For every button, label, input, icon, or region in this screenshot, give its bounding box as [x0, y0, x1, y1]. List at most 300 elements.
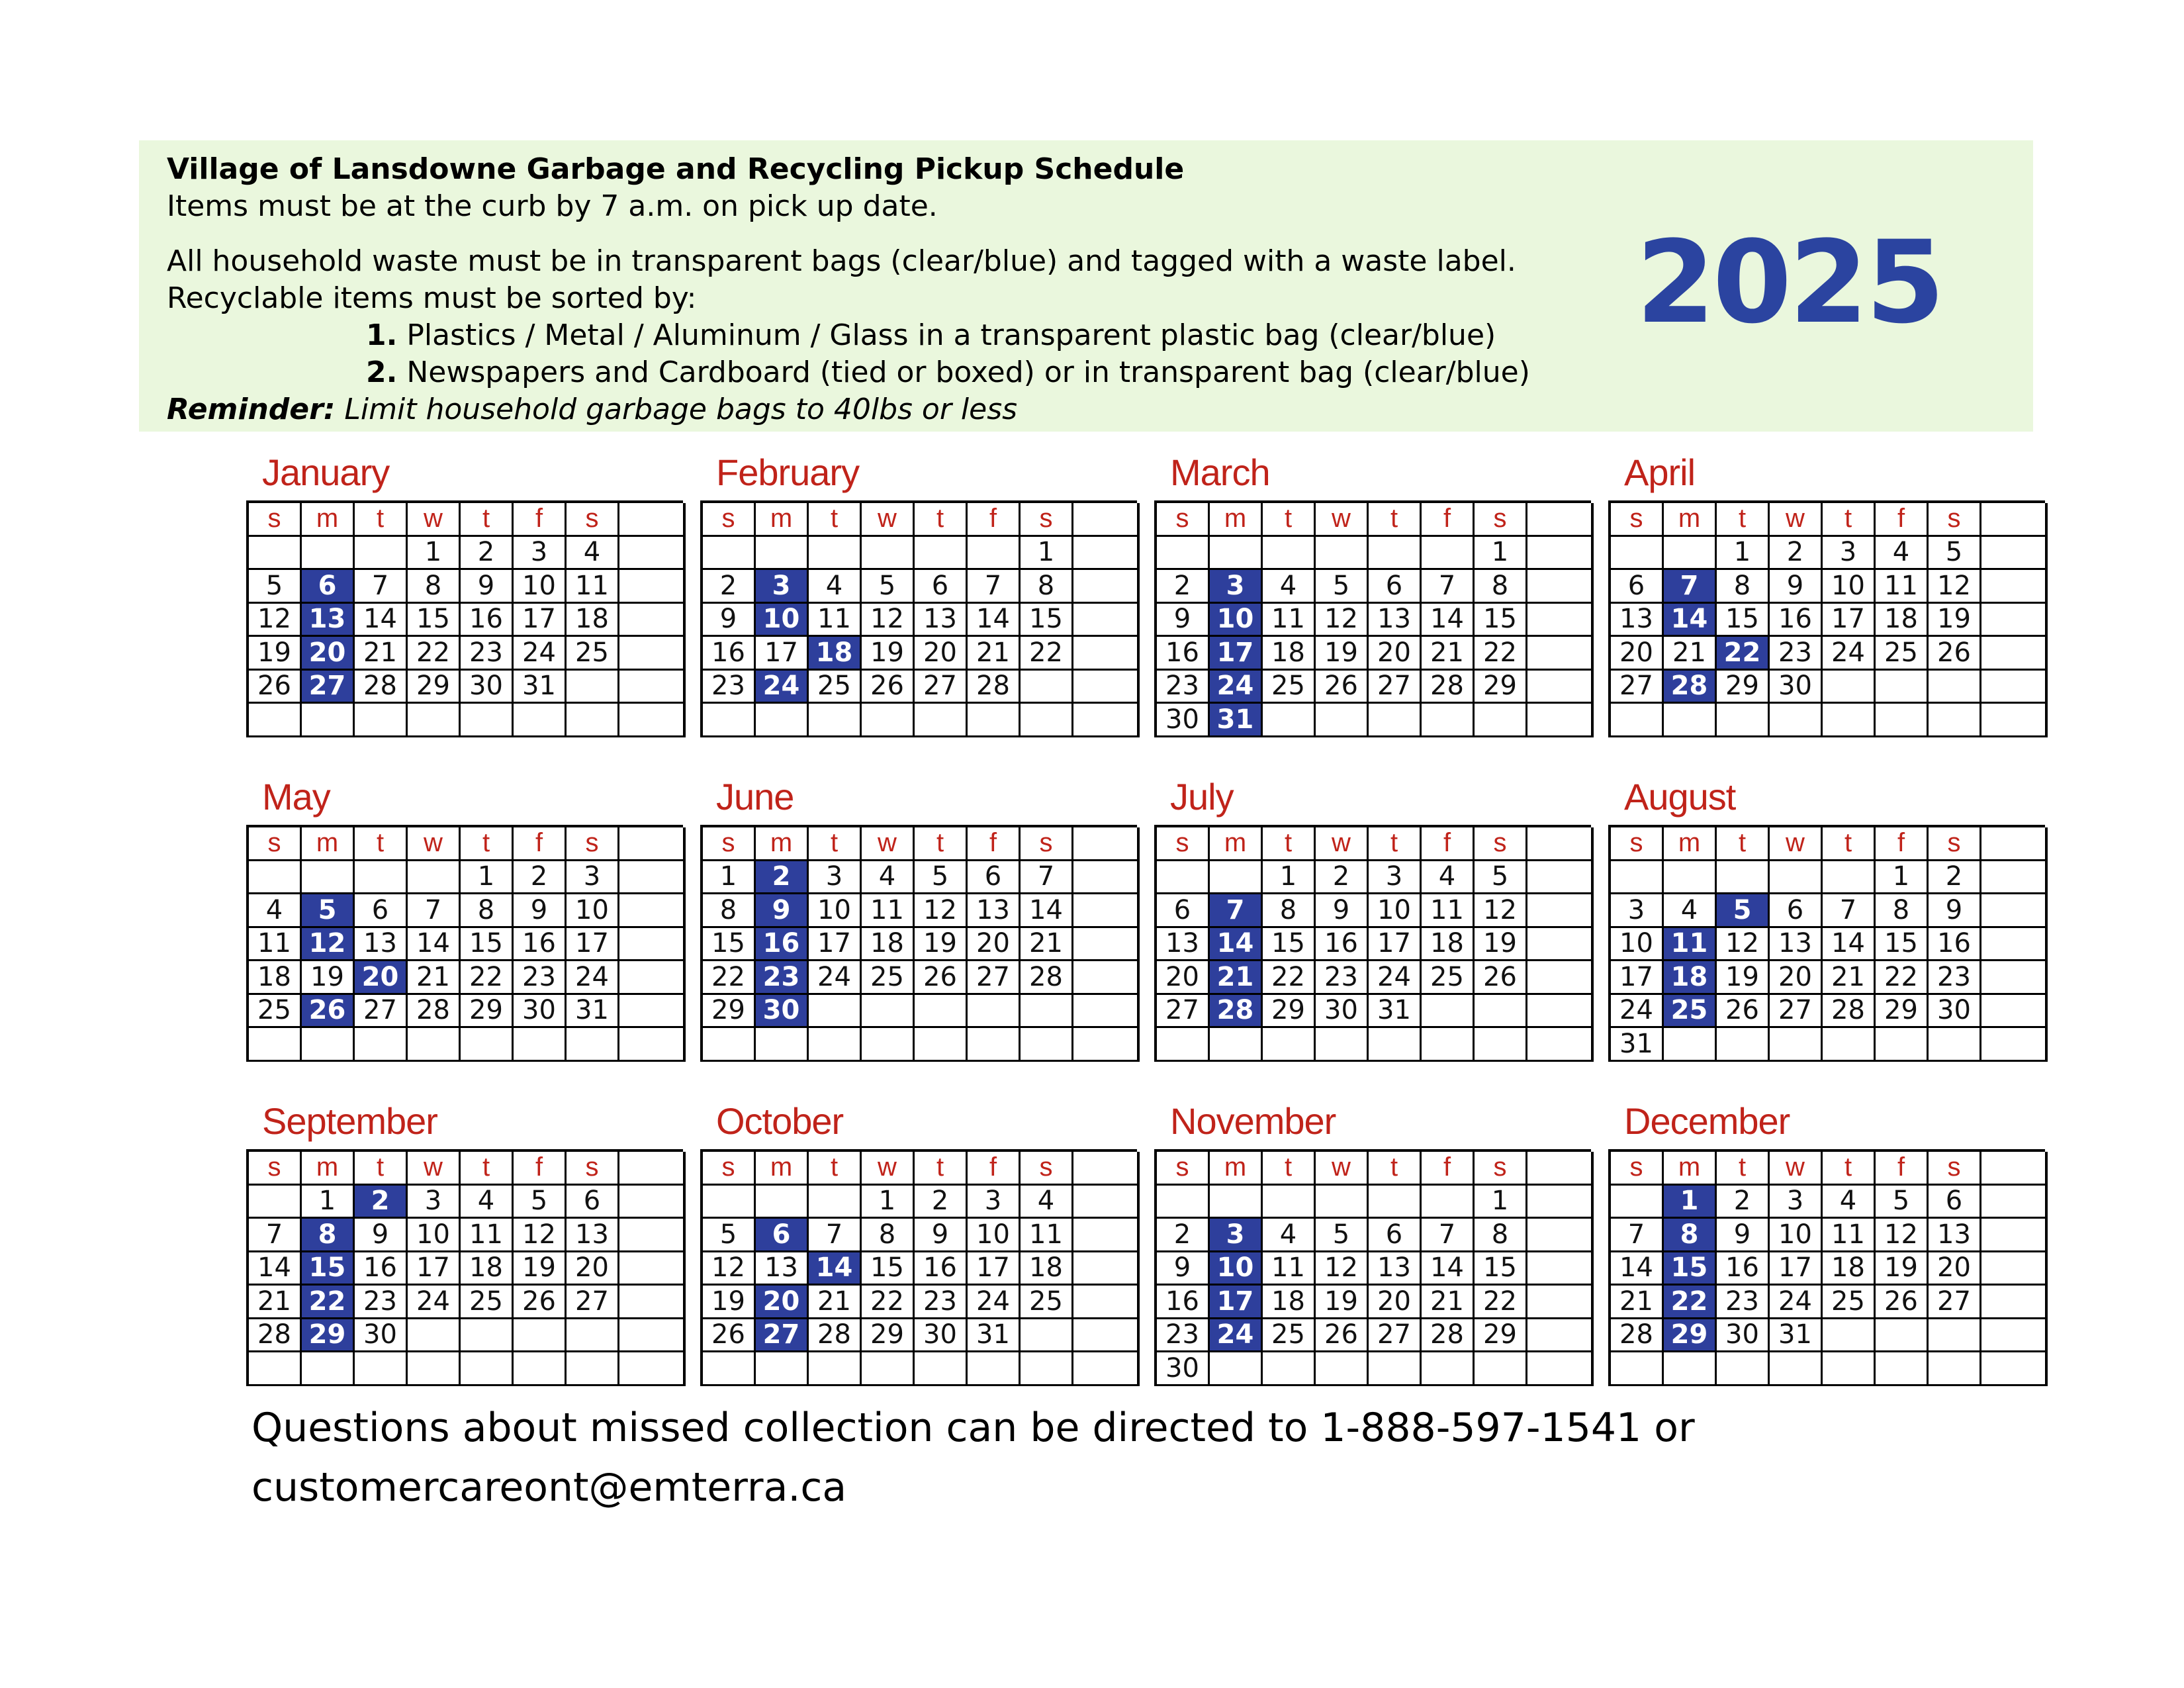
spacer-cell [1981, 1252, 2048, 1286]
day-cell: 20 [915, 637, 968, 671]
weekday-header: s [1157, 827, 1210, 861]
day-cell: 10 [514, 570, 567, 604]
month-name: December [1624, 1100, 1790, 1142]
day-cell: 2 [514, 861, 567, 895]
month-name: October [716, 1100, 844, 1142]
spacer-cell [1981, 1186, 2048, 1219]
day-cell: 17 [567, 928, 619, 962]
weekday-header: t [1823, 1152, 1876, 1186]
day-cell: 27 [1929, 1286, 1981, 1319]
footer-email: customercareont@emterra.ca [251, 1464, 847, 1511]
day-cell: 4 [862, 861, 915, 895]
spacer-cell [619, 827, 686, 861]
day-cell: 9 [1717, 1219, 1770, 1252]
spacer-cell [1527, 1219, 1594, 1252]
day-cell: 27 [567, 1286, 619, 1319]
weekday-header: w [408, 827, 461, 861]
weekday-header: s [1475, 503, 1527, 537]
spacer-cell [1073, 604, 1140, 637]
day-cell: 29 [1876, 995, 1929, 1029]
day-cell: 2 [461, 537, 514, 571]
day-cell: 18 [1823, 1252, 1876, 1286]
day-cell: 14 [1611, 1252, 1664, 1286]
day-cell: 30 [461, 671, 514, 704]
spacer-cell [1527, 671, 1594, 704]
day-cell: 9 [514, 894, 567, 928]
day-cell: 22 [1263, 961, 1316, 995]
day-cell: 13 [968, 894, 1021, 928]
empty-cell [1263, 1186, 1316, 1219]
weekday-header: f [968, 1152, 1021, 1186]
spacer-cell [619, 604, 686, 637]
weekday-header: t [1369, 827, 1422, 861]
empty-cell [1717, 861, 1770, 895]
spacer-cell [1073, 1286, 1140, 1319]
day-cell: 10 [968, 1219, 1021, 1252]
day-cell: 13 [1611, 604, 1664, 637]
day-cell: 3 [809, 861, 862, 895]
day-cell: 30 [1157, 1352, 1210, 1386]
empty-cell [1422, 704, 1475, 737]
day-cell: 12 [915, 894, 968, 928]
weekday-header: f [514, 1152, 567, 1186]
spacer-cell [1527, 537, 1594, 571]
day-cell: 16 [1157, 637, 1210, 671]
weekday-header: s [1021, 503, 1073, 537]
spacer-cell [1527, 894, 1594, 928]
empty-cell [1210, 1028, 1263, 1062]
weekday-header: s [249, 827, 302, 861]
weekday-header: f [968, 503, 1021, 537]
spacer-cell [1527, 1186, 1594, 1219]
day-cell: 29 [408, 671, 461, 704]
spacer-cell [1073, 995, 1140, 1029]
weekday-header: s [249, 1152, 302, 1186]
weekday-header: t [1369, 1152, 1422, 1186]
month-table [1154, 825, 1591, 1062]
month-june [700, 773, 1137, 1062]
empty-cell [302, 1352, 355, 1386]
empty-cell [1210, 861, 1263, 895]
spacer-cell [1981, 1286, 2048, 1319]
empty-cell [1021, 995, 1073, 1029]
day-cell: 26 [915, 961, 968, 995]
day-cell: 10 [1369, 894, 1422, 928]
empty-cell [1210, 1186, 1263, 1219]
pickup-day-cell: 23 [756, 961, 809, 995]
month-table [1608, 825, 2045, 1062]
pickup-day-cell: 10 [1210, 1252, 1263, 1286]
weekday-header: s [703, 1152, 756, 1186]
weekday-header: w [862, 827, 915, 861]
month-name: September [262, 1100, 437, 1142]
spacer-cell [1981, 1028, 2048, 1062]
empty-cell [1475, 1028, 1527, 1062]
month-september [246, 1098, 683, 1386]
empty-cell [1823, 671, 1876, 704]
empty-cell [1611, 537, 1664, 571]
empty-cell [1929, 1352, 1981, 1386]
bags-note: All household waste must be in transparent bags (clear/blue) and tagged with a waste label. [167, 244, 1516, 278]
month-february [700, 449, 1137, 737]
empty-cell [1717, 1028, 1770, 1062]
pickup-day-cell: 1 [1664, 1186, 1717, 1219]
weekday-header: t [1717, 1152, 1770, 1186]
footer-line-1: Questions about missed collection can be directed to 1-888-597-1541 or [251, 1405, 1695, 1451]
pickup-day-cell: 22 [302, 1286, 355, 1319]
day-cell: 4 [1876, 537, 1929, 571]
empty-cell [514, 1352, 567, 1386]
month-name: January [262, 451, 390, 493]
empty-cell [1316, 704, 1369, 737]
weekday-header: t [915, 1152, 968, 1186]
pickup-day-cell: 24 [1210, 671, 1263, 704]
empty-cell [809, 1186, 862, 1219]
day-cell: 29 [862, 1319, 915, 1353]
pickup-day-cell: 9 [756, 894, 809, 928]
day-cell: 4 [1263, 1219, 1316, 1252]
day-cell: 9 [355, 1219, 408, 1252]
pickup-day-cell: 28 [1210, 995, 1263, 1029]
pickup-day-cell: 28 [1664, 671, 1717, 704]
day-cell: 21 [249, 1286, 302, 1319]
spacer-cell [619, 537, 686, 571]
day-cell: 8 [408, 570, 461, 604]
spacer-cell [619, 995, 686, 1029]
day-cell: 29 [1263, 995, 1316, 1029]
month-march [1154, 449, 1591, 737]
day-cell: 6 [915, 570, 968, 604]
empty-cell [408, 704, 461, 737]
weekday-header: w [1316, 503, 1369, 537]
empty-cell [862, 704, 915, 737]
empty-cell [1664, 1028, 1717, 1062]
day-cell: 17 [1369, 928, 1422, 962]
pickup-day-cell: 2 [355, 1186, 408, 1219]
day-cell: 31 [1369, 995, 1422, 1029]
spacer-cell [1981, 861, 2048, 895]
day-cell: 21 [408, 961, 461, 995]
day-cell: 12 [703, 1252, 756, 1286]
empty-cell [567, 671, 619, 704]
pickup-day-cell: 20 [355, 961, 408, 995]
day-cell: 28 [1823, 995, 1876, 1029]
month-december [1608, 1098, 2045, 1386]
day-cell: 16 [514, 928, 567, 962]
sort-item-1-text: Plastics / Metal / Aluminum / Glass in a transparent plastic bag (clear/blue) [406, 318, 1496, 352]
weekday-header: s [703, 827, 756, 861]
month-name: May [262, 776, 330, 818]
day-cell: 24 [809, 961, 862, 995]
month-name: June [716, 776, 794, 818]
empty-cell [355, 704, 408, 737]
day-cell: 28 [968, 671, 1021, 704]
day-cell: 5 [1876, 1186, 1929, 1219]
weekday-header: m [1210, 1152, 1263, 1186]
day-cell: 9 [1770, 570, 1823, 604]
day-cell: 16 [1316, 928, 1369, 962]
empty-cell [302, 704, 355, 737]
spacer-cell [619, 1286, 686, 1319]
day-cell: 23 [1157, 1319, 1210, 1353]
spacer-cell [1073, 1186, 1140, 1219]
day-cell: 24 [1770, 1286, 1823, 1319]
day-cell: 27 [1157, 995, 1210, 1029]
pickup-day-cell: 8 [1664, 1219, 1717, 1252]
day-cell: 19 [302, 961, 355, 995]
day-cell: 9 [461, 570, 514, 604]
empty-cell [915, 995, 968, 1029]
spacer-cell [1527, 928, 1594, 962]
day-cell: 19 [1929, 604, 1981, 637]
spacer-cell [1073, 570, 1140, 604]
empty-cell [1929, 1028, 1981, 1062]
weekday-header: f [1876, 503, 1929, 537]
day-cell: 16 [1770, 604, 1823, 637]
empty-cell [703, 537, 756, 571]
sort-item-2-text: Newspapers and Cardboard (tied or boxed) or in transparent bag (clear/blue) [406, 355, 1530, 389]
day-cell: 31 [1611, 1028, 1664, 1062]
empty-cell [514, 704, 567, 737]
empty-cell [249, 861, 302, 895]
empty-cell [461, 1352, 514, 1386]
weekday-header: m [756, 503, 809, 537]
day-cell: 2 [1316, 861, 1369, 895]
spacer-cell [1981, 928, 2048, 962]
day-cell: 27 [915, 671, 968, 704]
empty-cell [567, 1028, 619, 1062]
day-cell: 8 [862, 1219, 915, 1252]
spacer-cell [619, 928, 686, 962]
empty-cell [1422, 537, 1475, 571]
day-cell: 10 [567, 894, 619, 928]
spacer-cell [1981, 961, 2048, 995]
day-cell: 18 [1876, 604, 1929, 637]
day-cell: 21 [1422, 637, 1475, 671]
day-cell: 11 [809, 604, 862, 637]
day-cell: 10 [408, 1219, 461, 1252]
day-cell: 4 [1263, 570, 1316, 604]
day-cell: 30 [1717, 1319, 1770, 1353]
month-november [1154, 1098, 1591, 1386]
pickup-day-cell: 11 [1664, 928, 1717, 962]
day-cell: 27 [355, 995, 408, 1029]
empty-cell [756, 704, 809, 737]
weekday-header: f [968, 827, 1021, 861]
day-cell: 27 [1611, 671, 1664, 704]
weekday-header: w [1316, 827, 1369, 861]
day-cell: 12 [514, 1219, 567, 1252]
day-cell: 21 [1422, 1286, 1475, 1319]
day-cell: 25 [1876, 637, 1929, 671]
weekday-header: t [915, 827, 968, 861]
empty-cell [1369, 537, 1422, 571]
empty-cell [249, 537, 302, 571]
empty-cell [1210, 1352, 1263, 1386]
pickup-day-cell: 17 [1210, 637, 1263, 671]
empty-cell [1876, 1028, 1929, 1062]
day-cell: 1 [1475, 1186, 1527, 1219]
sort-item-1-number: 1. [366, 318, 398, 352]
empty-cell [1157, 1186, 1210, 1219]
pickup-day-cell: 22 [1717, 637, 1770, 671]
day-cell: 16 [1157, 1286, 1210, 1319]
spacer-cell [1527, 1319, 1594, 1353]
spacer-cell [619, 503, 686, 537]
day-cell: 14 [355, 604, 408, 637]
pickup-day-cell: 20 [302, 637, 355, 671]
weekday-header: f [514, 503, 567, 537]
pickup-day-cell: 22 [1664, 1286, 1717, 1319]
empty-cell [567, 704, 619, 737]
empty-cell [355, 861, 408, 895]
day-cell: 13 [1929, 1219, 1981, 1252]
day-cell: 20 [1369, 1286, 1422, 1319]
day-cell: 18 [1422, 928, 1475, 962]
empty-cell [1422, 1186, 1475, 1219]
day-cell: 30 [1157, 704, 1210, 737]
day-cell: 1 [1717, 537, 1770, 571]
pickup-day-cell: 18 [1664, 961, 1717, 995]
empty-cell [355, 537, 408, 571]
spacer-cell [1073, 704, 1140, 737]
empty-cell [461, 1028, 514, 1062]
pickup-day-cell: 30 [756, 995, 809, 1029]
empty-cell [862, 1352, 915, 1386]
spacer-cell [619, 671, 686, 704]
day-cell: 26 [1717, 995, 1770, 1029]
weekday-header: w [862, 503, 915, 537]
day-cell: 24 [1611, 995, 1664, 1029]
day-cell: 15 [1021, 604, 1073, 637]
month-table [1608, 1149, 2045, 1386]
day-cell: 7 [809, 1219, 862, 1252]
day-cell: 19 [1717, 961, 1770, 995]
spacer-cell [1981, 1219, 2048, 1252]
weekday-header: m [756, 827, 809, 861]
empty-cell [1770, 1028, 1823, 1062]
spacer-cell [1073, 827, 1140, 861]
empty-cell [249, 1028, 302, 1062]
spacer-cell [619, 961, 686, 995]
spacer-cell [1073, 637, 1140, 671]
pickup-day-cell: 15 [302, 1252, 355, 1286]
pickup-day-cell: 20 [756, 1286, 809, 1319]
weekday-header: t [809, 1152, 862, 1186]
empty-cell [968, 1028, 1021, 1062]
empty-cell [1664, 1352, 1717, 1386]
empty-cell [302, 861, 355, 895]
day-cell: 27 [1369, 1319, 1422, 1353]
month-january [246, 449, 683, 737]
day-cell: 13 [756, 1252, 809, 1286]
day-cell: 26 [249, 671, 302, 704]
weekday-header: m [302, 827, 355, 861]
day-cell: 24 [408, 1286, 461, 1319]
day-cell: 9 [1157, 604, 1210, 637]
day-cell: 19 [915, 928, 968, 962]
day-cell: 6 [1369, 1219, 1422, 1252]
spacer-cell [1073, 671, 1140, 704]
day-cell: 25 [809, 671, 862, 704]
day-cell: 25 [862, 961, 915, 995]
pickup-day-cell: 25 [1664, 995, 1717, 1029]
pickup-day-cell: 3 [756, 570, 809, 604]
day-cell: 25 [1823, 1286, 1876, 1319]
pickup-day-cell: 10 [756, 604, 809, 637]
day-cell: 15 [461, 928, 514, 962]
day-cell: 23 [1770, 637, 1823, 671]
weekday-header: m [1664, 827, 1717, 861]
day-cell: 14 [1823, 928, 1876, 962]
day-cell: 19 [862, 637, 915, 671]
empty-cell [1664, 537, 1717, 571]
day-cell: 19 [1876, 1252, 1929, 1286]
day-cell: 21 [1823, 961, 1876, 995]
weekday-header: s [1929, 1152, 1981, 1186]
weekday-header: f [1422, 827, 1475, 861]
day-cell: 21 [1021, 928, 1073, 962]
empty-cell [1316, 1028, 1369, 1062]
day-cell: 9 [1157, 1252, 1210, 1286]
spacer-cell [1981, 671, 2048, 704]
day-cell: 8 [703, 894, 756, 928]
month-july [1154, 773, 1591, 1062]
pickup-day-cell: 16 [756, 928, 809, 962]
day-cell: 31 [567, 995, 619, 1029]
day-cell: 6 [1611, 570, 1664, 604]
empty-cell [1369, 704, 1422, 737]
day-cell: 5 [862, 570, 915, 604]
day-cell: 15 [703, 928, 756, 962]
day-cell: 12 [1475, 894, 1527, 928]
empty-cell [1475, 704, 1527, 737]
day-cell: 12 [1316, 1252, 1369, 1286]
day-cell: 2 [703, 570, 756, 604]
empty-cell [302, 537, 355, 571]
pickup-day-cell: 31 [1210, 704, 1263, 737]
day-cell: 19 [1316, 1286, 1369, 1319]
day-cell: 7 [1021, 861, 1073, 895]
day-cell: 3 [1770, 1186, 1823, 1219]
day-cell: 27 [1770, 995, 1823, 1029]
empty-cell [1422, 1028, 1475, 1062]
day-cell: 20 [1770, 961, 1823, 995]
empty-cell [1876, 1319, 1929, 1353]
day-cell: 30 [1929, 995, 1981, 1029]
day-cell: 12 [249, 604, 302, 637]
spacer-cell [619, 1252, 686, 1286]
day-cell: 6 [1929, 1186, 1981, 1219]
spacer-cell [619, 704, 686, 737]
day-cell: 4 [461, 1186, 514, 1219]
month-table [700, 1149, 1137, 1386]
day-cell: 3 [567, 861, 619, 895]
weekday-header: s [1611, 503, 1664, 537]
year-label: 2025 [1636, 216, 1942, 349]
day-cell: 22 [1021, 637, 1073, 671]
day-cell: 6 [355, 894, 408, 928]
day-cell: 11 [461, 1219, 514, 1252]
day-cell: 12 [1717, 928, 1770, 962]
empty-cell [355, 1352, 408, 1386]
pickup-day-cell: 24 [1210, 1319, 1263, 1353]
spacer-cell [619, 570, 686, 604]
empty-cell [703, 1186, 756, 1219]
day-cell: 28 [408, 995, 461, 1029]
day-cell: 23 [1316, 961, 1369, 995]
day-cell: 15 [1475, 1252, 1527, 1286]
